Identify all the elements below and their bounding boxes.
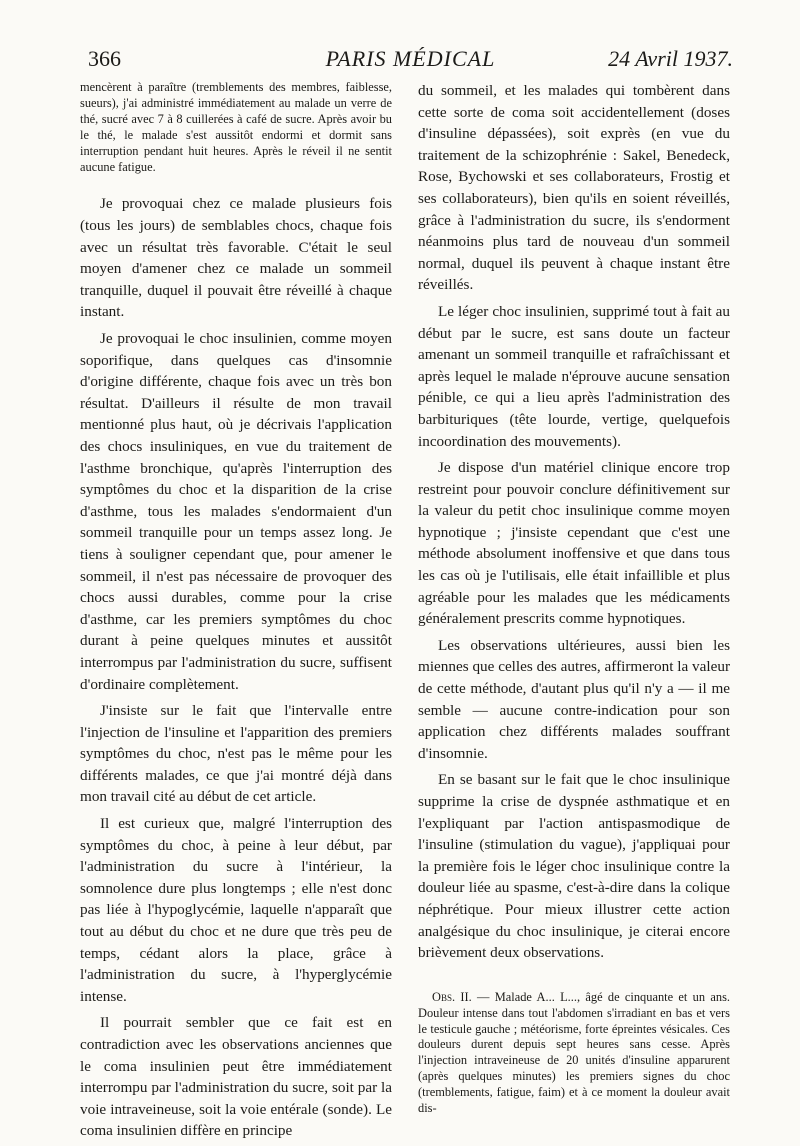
paragraph: Le léger choc insulinien, supprimé tout à fait au début par le sucre, est sans doute un facteur amenant un sommeil tranquille et rafraîchissant et après lequel le malade n'éprouve aucune sensation pénible, ce qui a lieu après l'administration des barbituriques (tête lourde, vertige, quelquefois incoordination des mouvements). bbox=[418, 302, 730, 450]
paragraph: Je dispose d'un matériel clinique encore trop restreint pour pouvoir conclure définitivement sur la valeur du petit choc insulinique comme moyen hypnotique ; j'insiste cependant que c'est une méthode absolument inoffensive et que dans tous les cas où je l'utilisais, elle était infaillible et plus agréable pour les malades que les médicaments généralement prescrits comme hypnotiques. bbox=[418, 459, 730, 628]
paragraph: Il pourrait sembler que ce fait est en contradiction avec les observations anciennes que le coma insulinien peut être immédiatement interrompu par l'administration du sucre, soit par la voie intraveineuse, soit la voie entérale (sonde). Le coma insulinien diffère en principe bbox=[80, 1014, 392, 1140]
observation-note bbox=[418, 990, 730, 1117]
paragraph-continued: du sommeil, et les malades qui tombèrent dans cette sorte de coma soit accidentellement (doses d'insuline dépassées), soit exprès (en vue du traitement de la schizophrénie : Sakel, Benedeck, Rose, Bychowski et ses collaborateurs, Frostig et ses collaborateurs), bien qu'ils en soient réveillés, grâce à l'administration du sucre, ils s'endorment néanmoins plus tard de nouveau d'un sommeil normal, duquel ils peuvent à chaque instant être réveillés. bbox=[418, 82, 730, 294]
issue-date: 24 Avril 1937. bbox=[608, 46, 733, 71]
paragraph-continued-small: mencèrent à paraître (tremblements des membres, faiblesse, sueurs), j'ai administré immédiatement au malade un verre de thé, sucré avec 7 à 8 cuillerées à café de sucre. Après avoir bu le thé, le malade s'est aussitôt endormi et dormit sans interruption pendant huit heures. Après le réveil il ne sentit aucune fatigue. bbox=[80, 80, 392, 174]
page-header bbox=[88, 46, 733, 76]
left-column bbox=[80, 80, 392, 1142]
observation-text: — Malade A... L..., âgé de cinquante et un ans. Douleur intense dans tout l'abdomen s'irradiant en bas et vers le testicule gauche ; météorisme, forte épreintes vésicales. Ces douleurs durent depuis sept heures sans cesse. Après l'injection intraveineuse de 20 unités d'insuline apparurent (après quelques minutes) les premiers signes du choc (tremblements, fatigue, faim) et à ce moment la douleur avait dis- bbox=[418, 989, 730, 1116]
paragraph: J'insiste sur le fait que l'intervalle entre l'injection de l'insuline et l'apparition des premiers symptômes du choc, n'est pas le même pour les différents malades, ce que j'ai montré déjà dans mon travail cité au début de cet article. bbox=[80, 702, 392, 806]
page-number: 366 bbox=[88, 46, 121, 71]
right-column bbox=[418, 80, 730, 1117]
observation-label: Obs. II. bbox=[432, 989, 472, 1004]
paragraph: Je provoquai chez ce malade plusieurs fois (tous les jours) de semblables chocs, chaque fois avec un résultat très favorable. C'était le seul moyen d'amener chez ce malade un sommeil tranquille, duquel il pouvait être réveillé à chaque instant. bbox=[80, 195, 392, 321]
paragraph: Il est curieux que, malgré l'interruption des symptômes du choc, à peine à leur début, par l'administration du sucre à l'intérieur, la somnolence dure plus longtemps ; elle n'est donc pas liée à l'hypoglycémie, laquelle n'apparaît que tout au début du choc et ne dure que très peu de temps, cédant alors la place, grâce à l'administration du sucre, à l'hyperglycémie intense. bbox=[80, 815, 392, 1005]
paragraph: Les observations ultérieures, aussi bien les miennes que celles des autres, affirmeront la valeur de cette méthode, d'autant plus qu'il n'y a — il me semble — aucune contre-indication pour son application chez différents malades souffrant d'insomnie. bbox=[418, 636, 730, 762]
journal-title: PARIS MÉDICAL bbox=[325, 46, 496, 71]
paragraph: Je provoquai le choc insulinien, comme moyen soporifique, dans quelques cas d'insomnie d'origine différente, chaque fois avec un très bon résultat. D'ailleurs il résulte de mon travail mentionné plus haut, où je décrivais l'application des chocs insuliniques, en vue du traitement de l'asthme bronchique, qu'après l'interruption des symptômes du choc et la disparition de la crise d'asthme, tous les malades s'endormaient d'un sommeil tranquille pour un temps assez long. Je tiens à souligner cependant que, pour amener le sommeil, il n'est pas nécessaire de provoquer des chocs aussi durables, comme pour la crise d'asthme, car les premiers symptômes du choc durant à peine quelques minutes et aussitôt interrompus par l'administration du sucre, suffisent d'ordinaire complètement. bbox=[80, 330, 392, 693]
paragraph: En se basant sur le fait que le choc insulinique supprime la crise de dyspnée asthmatique et en l'expliquant par l'action antispasmodique de l'insuline (stimulation du vague), j'appliquai pour la première fois le léger choc insulinique contre la douleur liée au spasme, c'est-à-dire dans la colique néphrétique. Pour mieux illustrer cette action analgésique du choc insulinique, je citerai encore brièvement deux observations. bbox=[418, 771, 730, 962]
